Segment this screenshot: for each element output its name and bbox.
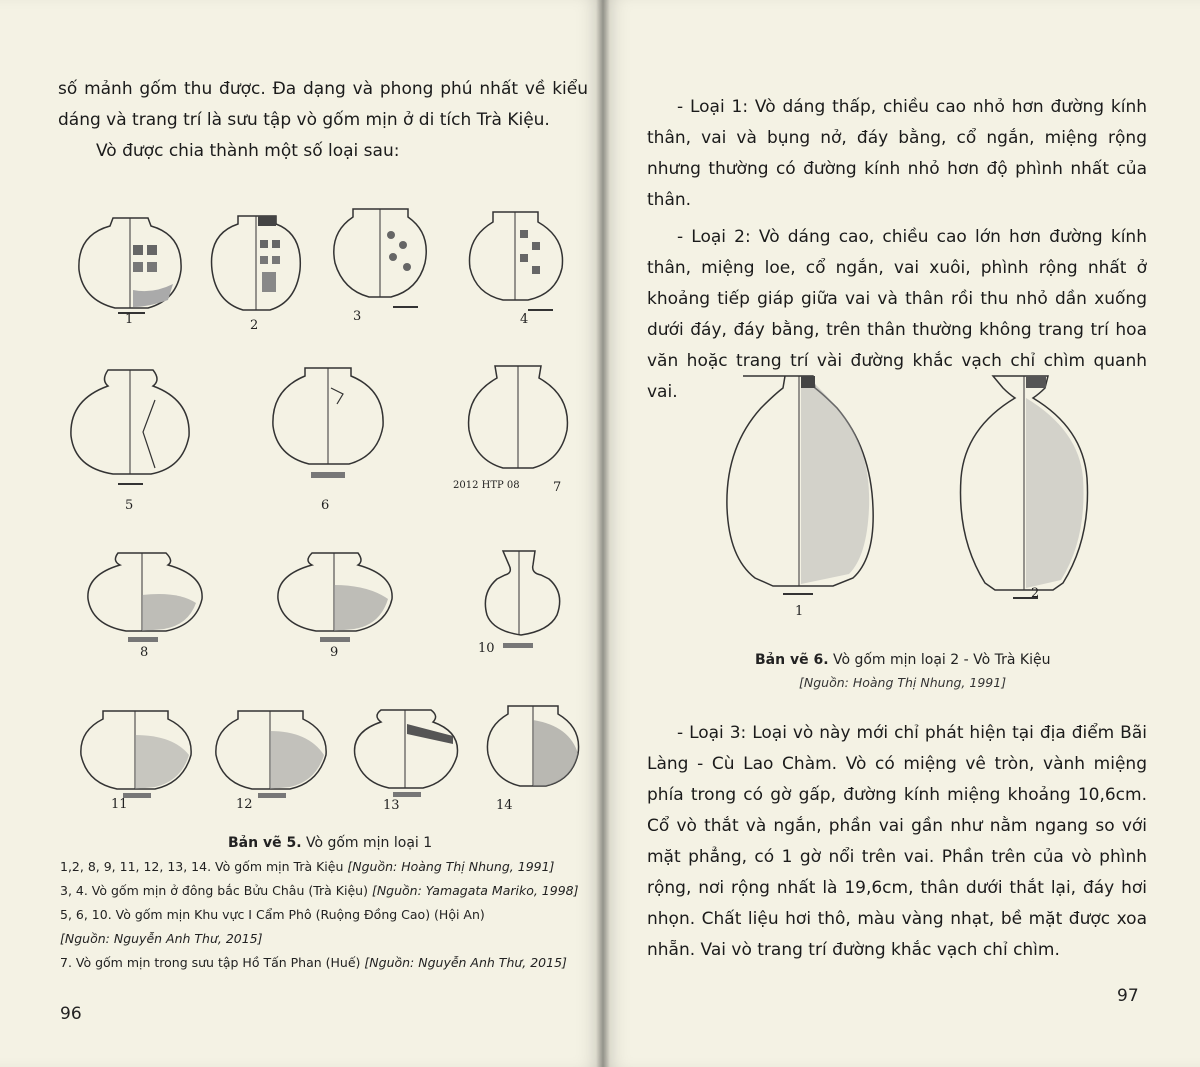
vessel-drawing-2 (198, 210, 313, 335)
vessel-drawing-14 (478, 700, 588, 825)
caption-6-source: [Nguồn: Hoàng Thị Nhung, 1991] (799, 675, 1007, 690)
figure-label-7: 7 (553, 480, 562, 495)
figure-label-11: 11 (111, 797, 128, 812)
figure-label-14: 14 (496, 798, 513, 813)
note-line-3: 5, 6, 10. Vò gốm mịn Khu vực I Cẩm Phô (Ruộng Đồng Cao) (Hội An) (60, 907, 485, 922)
vessel-drawing-13 (343, 700, 468, 825)
note-line-4: [Nguồn: Nguyễn Anh Thư, 2015] (60, 931, 263, 946)
figure-tag: 2012 HTP 08 (453, 480, 520, 491)
vessel-drawing-3 (323, 205, 438, 330)
note-line-2: 3, 4. Vò gốm mịn ở đông bắc Bửu Châu (Trà Kiệu) [Nguồn: Yamagata Mariko, 1998] (60, 883, 579, 898)
page-number-left: 96 (60, 1004, 82, 1024)
figure-label-9: 9 (330, 645, 339, 660)
page-number-right: 97 (1117, 986, 1139, 1006)
right-page (603, 0, 1200, 1067)
figure-label-5: 5 (125, 498, 134, 513)
figure-plate-6 (703, 368, 1123, 643)
vessel-drawing-9 (268, 545, 403, 695)
right-paragraph-1: - Loại 1: Vò dáng thấp, chiều cao nhỏ hơn đường kính thân, vai và bụng nở, đáy bằng, cổ ngắn, miệng rộng nhưng thường có đường kính nhỏ hơn độ phình nhất của thân. (647, 97, 1147, 210)
vessel-drawing-7 (453, 360, 583, 520)
figure-label-3: 3 (353, 309, 362, 324)
book-gutter (596, 0, 610, 1067)
left-page-text (58, 74, 588, 167)
left-paragraph-2: Vò được chia thành một số loại sau: (96, 141, 400, 161)
caption-plate-5 (228, 835, 432, 851)
vessel-drawing-11 (73, 705, 198, 825)
figure-label-8: 8 (140, 645, 149, 660)
vessel-drawing-4 (458, 208, 573, 333)
vessel-drawing-8 (78, 545, 213, 695)
caption-label: Bản vẽ 5. (228, 835, 302, 851)
right-paragraph-2: - Loại 2: Vò dáng cao, chiều cao lớn hơn đường kính thân, miệng loe, cổ ngắn, vai xuôi, phình rộng nhất ở khoảng tiếp giáp giữa vai và thân rồi thu nhỏ dần xuống dưới đáy, đáy bằng, trên thân thường không trang trí hoa văn hoặc trang trí vài đường khắc vạch chỉ chìm quanh vai. (647, 227, 1147, 402)
caption-6-text: Vò gốm mịn loại 2 - Vò Trà Kiệu (832, 652, 1051, 668)
caption-6-label: Bản vẽ 6. (755, 652, 829, 668)
right-paragraph-group-1 (647, 92, 1147, 408)
caption-text: Vò gốm mịn loại 1 (305, 835, 433, 851)
vessel-drawing-5 (63, 360, 198, 520)
figure-label-1: 1 (125, 312, 134, 327)
right-paragraph-group-2 (647, 718, 1147, 966)
note-line-5: 7. Vò gốm mịn trong sưu tập Hồ Tấn Phan (Huế) [Nguồn: Nguyễn Anh Thư, 2015] (60, 955, 567, 970)
figure-6-label-1: 1 (795, 604, 804, 619)
figure-notes (60, 855, 590, 975)
figure-6-label-2: 2 (1031, 586, 1040, 601)
left-paragraph-1: số mảnh gốm thu được. Đa dạng và phong phú nhất về kiểu dáng và trang trí là sưu tập vò gốm mịn ở di tích Trà Kiệu. (58, 79, 588, 130)
figure-label-6: 6 (321, 498, 330, 513)
vessel-drawing-12 (208, 705, 333, 825)
right-paragraph-3: - Loại 3: Loại vò này mới chỉ phát hiện tại địa điểm Bãi Làng - Cù Lao Chàm. Vò có miệng vê tròn, vành miệng phía trong có gờ gấp, đường kính miệng khoảng 10,6cm. Cổ vò thắt và ngắn, phần vai gần như nằm ngang so với mặt phẳng, có 1 gờ nổi trên vai. Phần trên của vò phình rộng, nơi rộng nhất là 19,6cm, thân dưới thắt lại, đáy hơi nhọn. Chất liệu hơi thô, màu vàng nhạt, bề mặt được xoa nhẵn. Vai vò trang trí đường khắc vạch chỉ chìm. (647, 723, 1147, 960)
caption-plate-6 (755, 652, 1050, 668)
figure-label-4: 4 (520, 312, 529, 327)
note-line-1: 1,2, 8, 9, 11, 12, 13, 14. Vò gốm mịn Trà Kiệu [Nguồn: Hoàng Thị Nhung, 1991] (60, 859, 555, 874)
vessel-drawing-6 (263, 360, 393, 520)
figure-label-13: 13 (383, 798, 400, 813)
vessel-drawing-1 (73, 210, 188, 325)
figure-label-12: 12 (236, 797, 253, 812)
figure-label-2: 2 (250, 318, 259, 333)
figure-label-10: 10 (478, 641, 495, 656)
vessel-drawing-10 (453, 545, 583, 695)
figure-plate-5 (58, 200, 588, 851)
